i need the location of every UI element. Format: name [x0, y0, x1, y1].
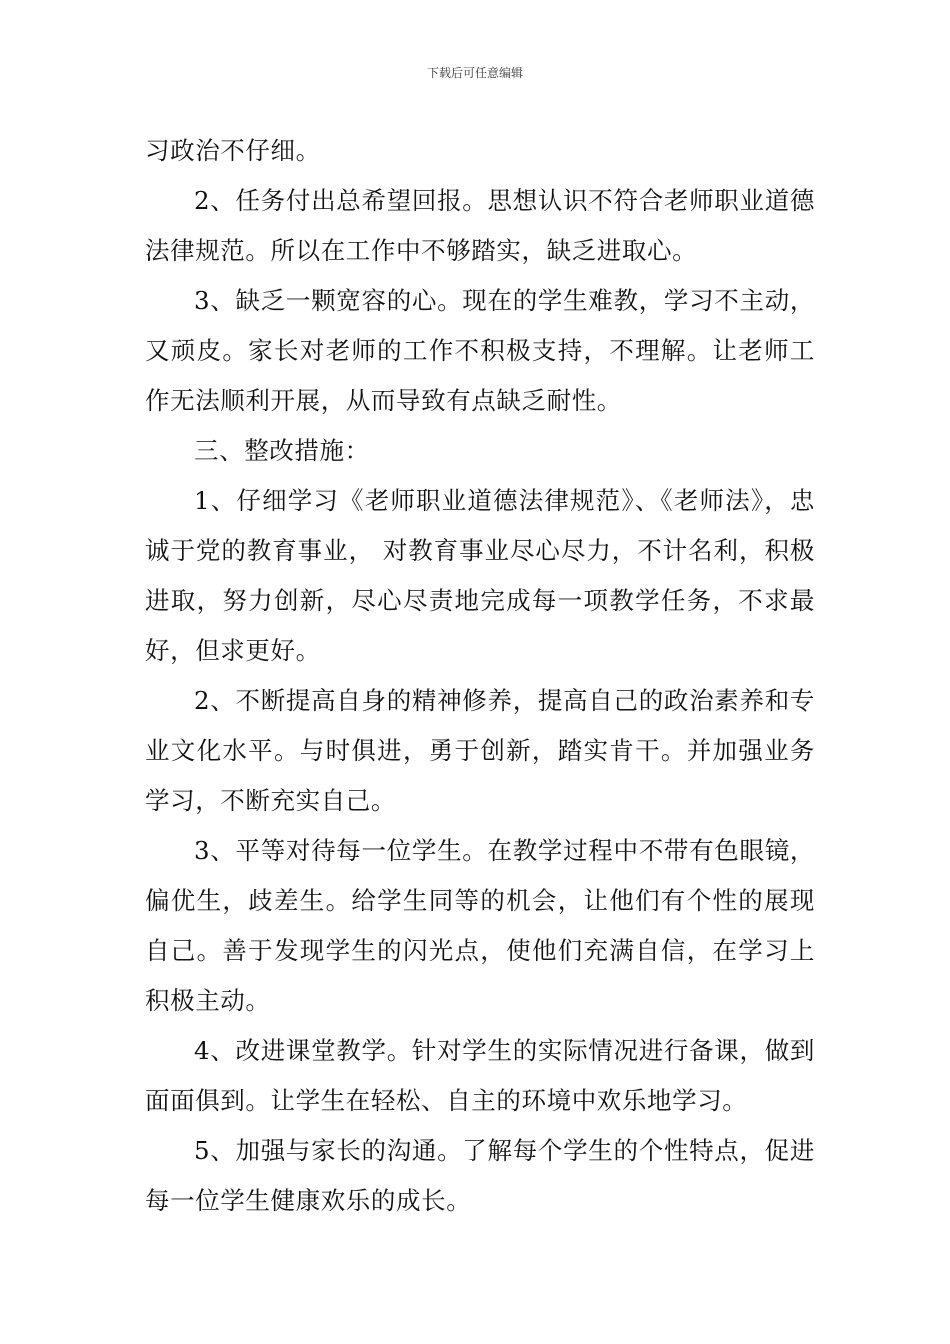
- paragraph-issue-2: 2、任务付出总希望回报。思想认识不符合老师职业道德法律规范。所以在工作中不够踏实，缺乏进取心。: [145, 186, 815, 265]
- paragraph-measure-4: 4、改进课堂教学。针对学生的实际情况进行备课，做到面面俱到。让学生在轻松、自主的环境中欢乐地学习。: [145, 1036, 815, 1115]
- paragraph-measure-1: 1、仔细学习《老师职业道德法律规范》、《老师法》，忠诚于党的教育事业， 对教育事业尽心尽力，不计名利，积极进取，努力创新，尽心尽责地完成每一项教学任务，不求最好，但求更好。: [145, 486, 815, 665]
- paragraph-measure-3: 3、平等对待每一位学生。在教学过程中不带有色眼镜，偏优生，歧差生。给学生同等的机会，让他们有个性的展现自己。善于发现学生的闪光点，使他们充满自信，在学习上积极主动。: [145, 836, 815, 1015]
- section-heading-measures: 三、整改措施：: [194, 436, 370, 465]
- document-body: [145, 126, 815, 1226]
- page-header: 下载后可任意编辑: [426, 66, 523, 80]
- paragraph-continuation: 习政治不仔细。: [145, 136, 321, 165]
- paragraph-measure-2: 2、不断提高自身的精神修养，提高自己的政治素养和专业文化水平。与时俱进，勇于创新，踏实肯干。并加强业务学习，不断充实自己。: [145, 686, 815, 815]
- paragraph-measure-5: 5、加强与家长的沟通。了解每个学生的个性特点，促进每一位学生健康欢乐的成长。: [145, 1136, 815, 1215]
- paragraph-issue-3: 3、缺乏一颗宽容的心。现在的学生难教，学习不主动，又顽皮。家长对老师的工作不积极支持，不理解。让老师工作无法顺利开展，从而导致有点缺乏耐性。: [145, 286, 815, 415]
